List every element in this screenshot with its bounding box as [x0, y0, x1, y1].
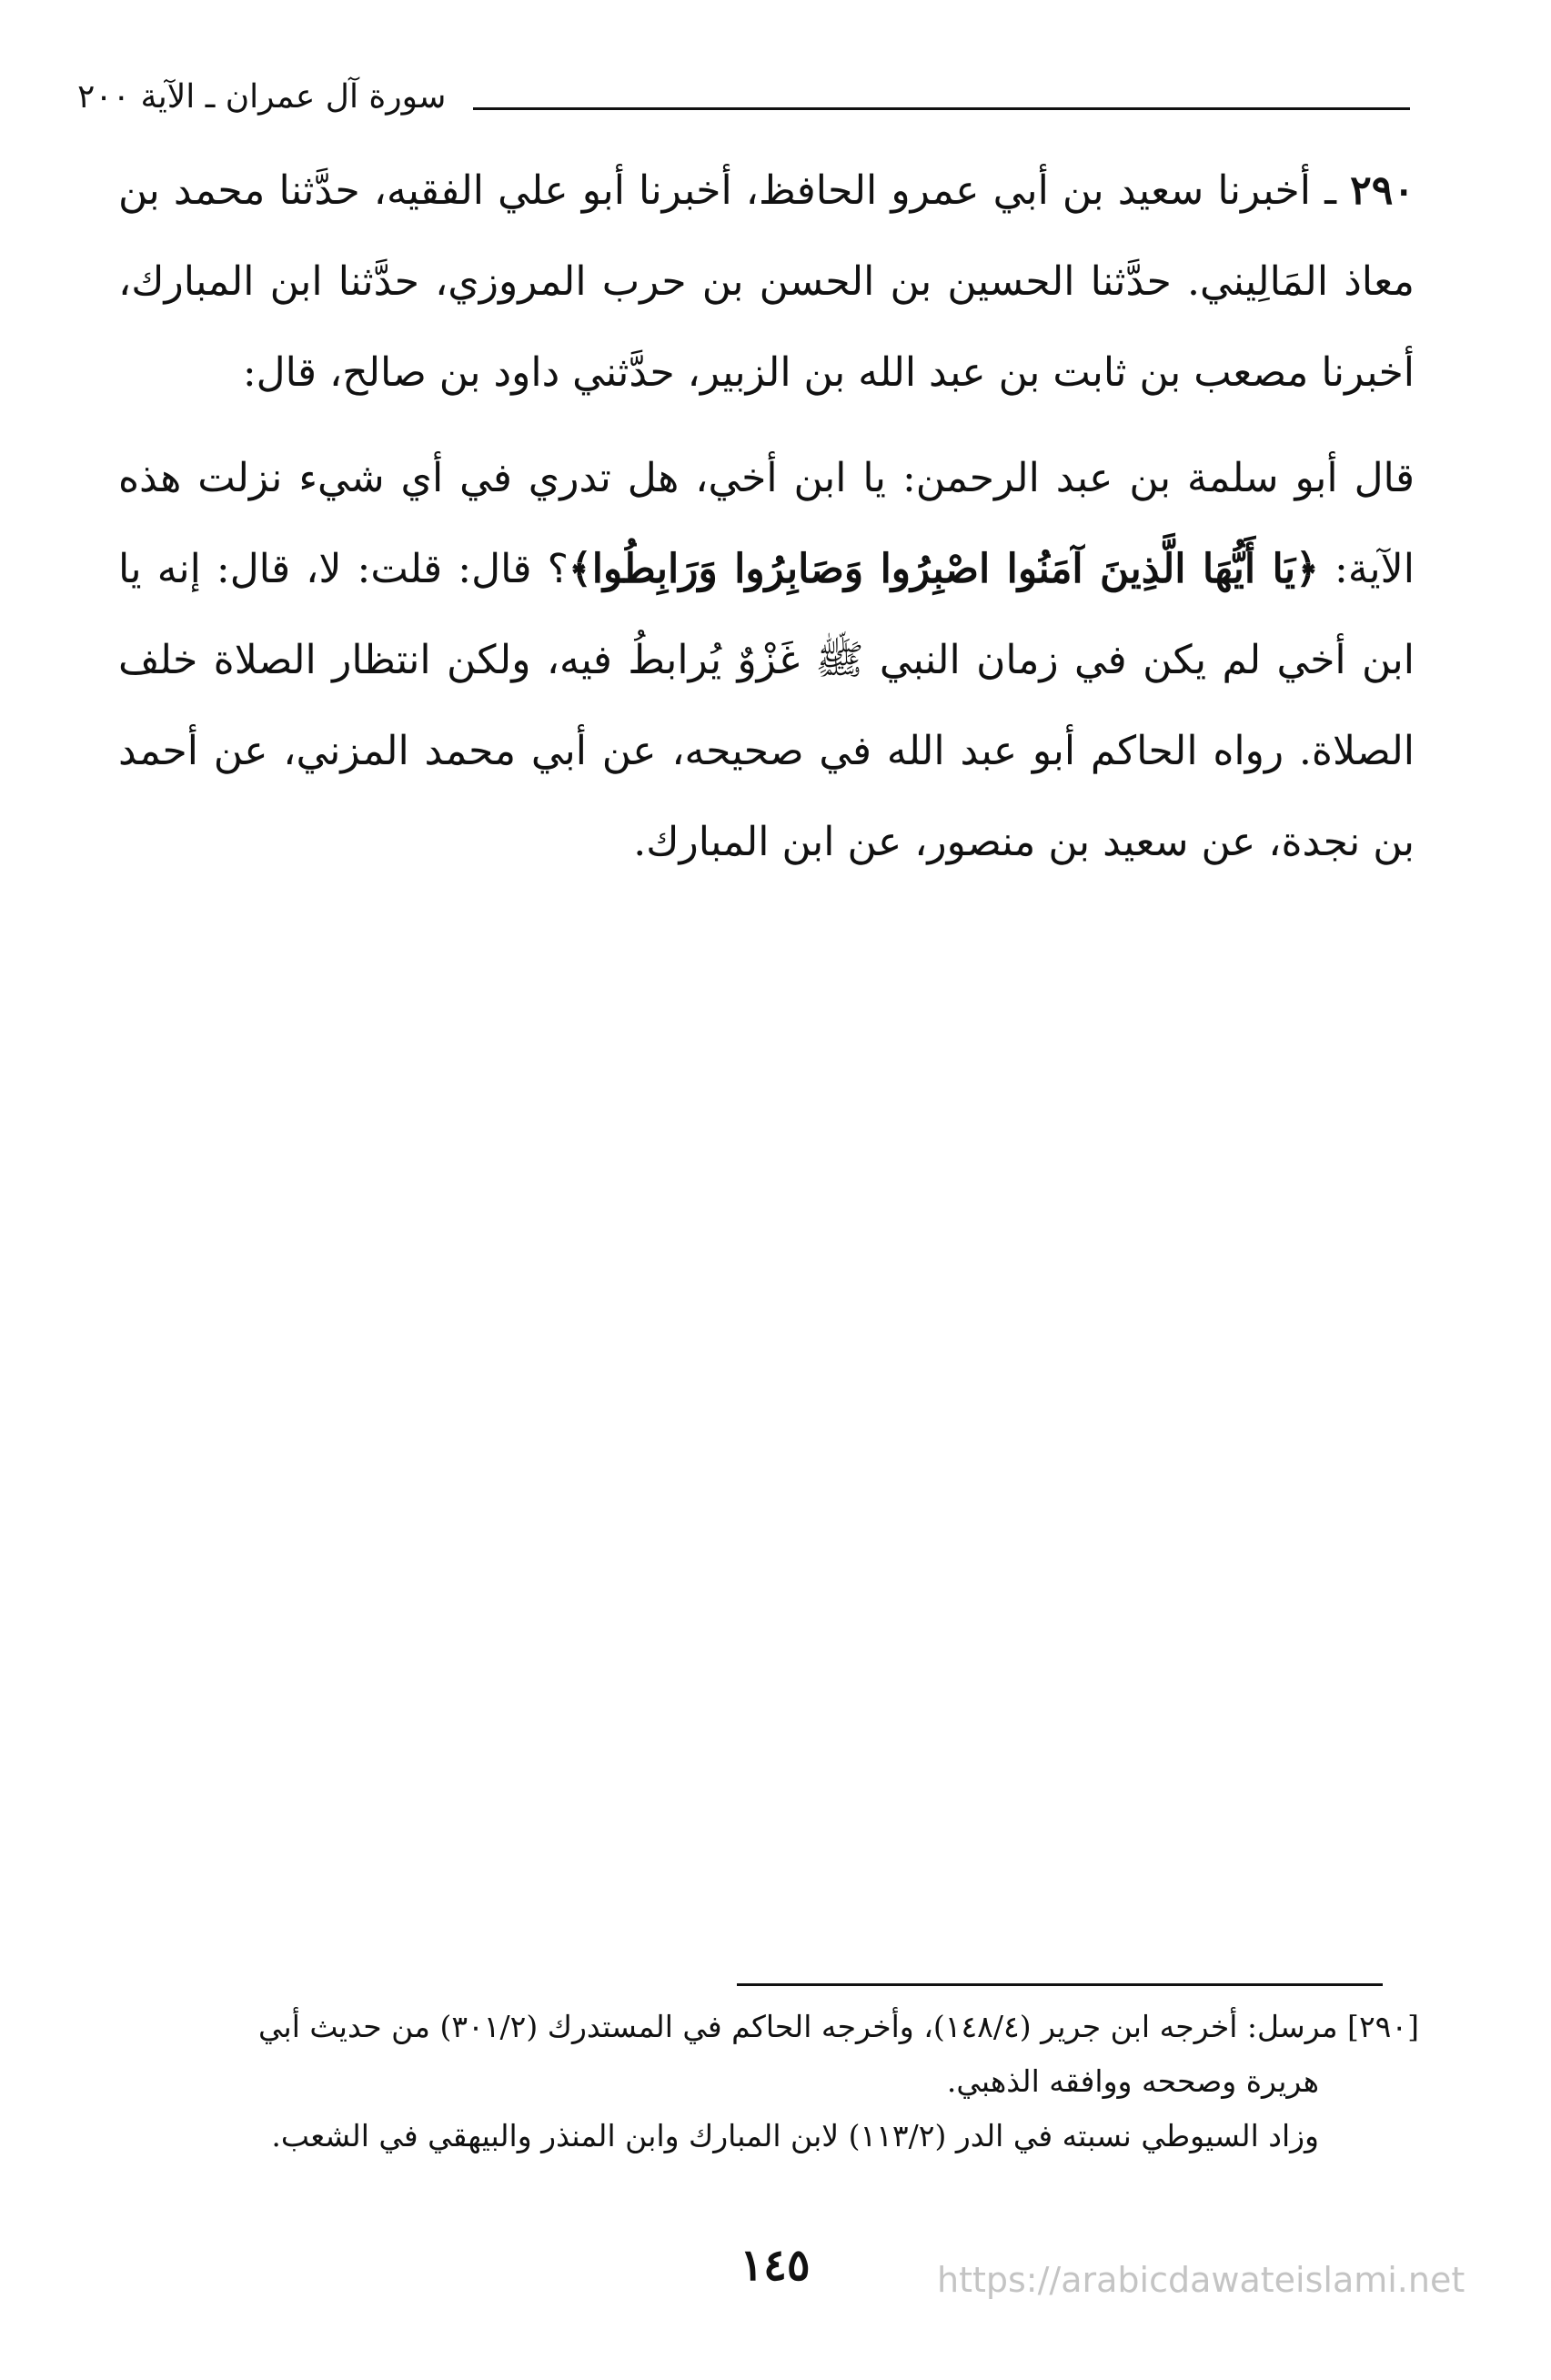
- main-text: [118, 146, 1415, 888]
- footnote-line: [٢٩٠] مرسل: أخرجه ابن جرير (١٤٨/٤)، وأخرجه الحاكم في المستدرك (٣٠١/٢) من حديث أبي: [258, 2009, 1419, 2044]
- hadith-number: ٢٩٠: [1350, 167, 1415, 214]
- narration-paragraph: [118, 433, 1415, 888]
- running-header: سورة آل عمران ـ الآية ٢٠٠: [77, 78, 447, 116]
- narration-text: ؟ قال: قلت: لا، قال: إنه يا ابن أخي لم يكن في زمان النبي ﷺ غَزْوٌ يُرابطُ فيه، ولكن انتظار الصلاة خلف الصلاة. رواه الحاكم أبو عبد الله في صحيحه، عن أبي محمد المزني، عن أحمد بن نجدة، عن سعيد بن منصور، عن ابن المبارك.: [118, 546, 1415, 865]
- header-rule: [473, 107, 1410, 110]
- footnote-line: هريرة وصححه ووافقه الذهبي.: [946, 2063, 1319, 2099]
- watermark-url: https://arabicdawateislami.net: [937, 2260, 1465, 2300]
- quran-verse: ﴿يَا أَيُّهَا الَّذِينَ آمَنُوا اصْبِرُوا وَصَابِرُوا وَرَابِطُوا﴾: [568, 546, 1319, 592]
- narration-intro: قال أبو سلمة بن عبد الرحمن: يا ابن أخي، هل تدري في أي شيء نزلت هذه الآية:: [118, 455, 1415, 592]
- footnote-line: وزاد السيوطي نسبته في الدر (١١٣/٢) لابن المبارك وابن المنذر والبيهقي في الشعب.: [271, 2118, 1319, 2153]
- page-number: ١٤٥: [740, 2240, 811, 2291]
- isnad-text: ـ أخبرنا سعيد بن أبي عمرو الحافظ، أخبرنا أبو علي الفقيه، حدَّثنا محمد بن معاذ المَالِيني. حدَّثنا الحسين بن الحسن بن حرب المروزي، حدَّثنا ابن المبارك، أخبرنا مصعب بن ثابت بن عبد الله بن الزبير، حدَّثني داود بن صالح، قال:: [118, 167, 1415, 396]
- footnote-rule: [737, 1983, 1383, 1986]
- hadith-paragraph: [118, 146, 1415, 419]
- footnotes: [100, 2000, 1419, 2163]
